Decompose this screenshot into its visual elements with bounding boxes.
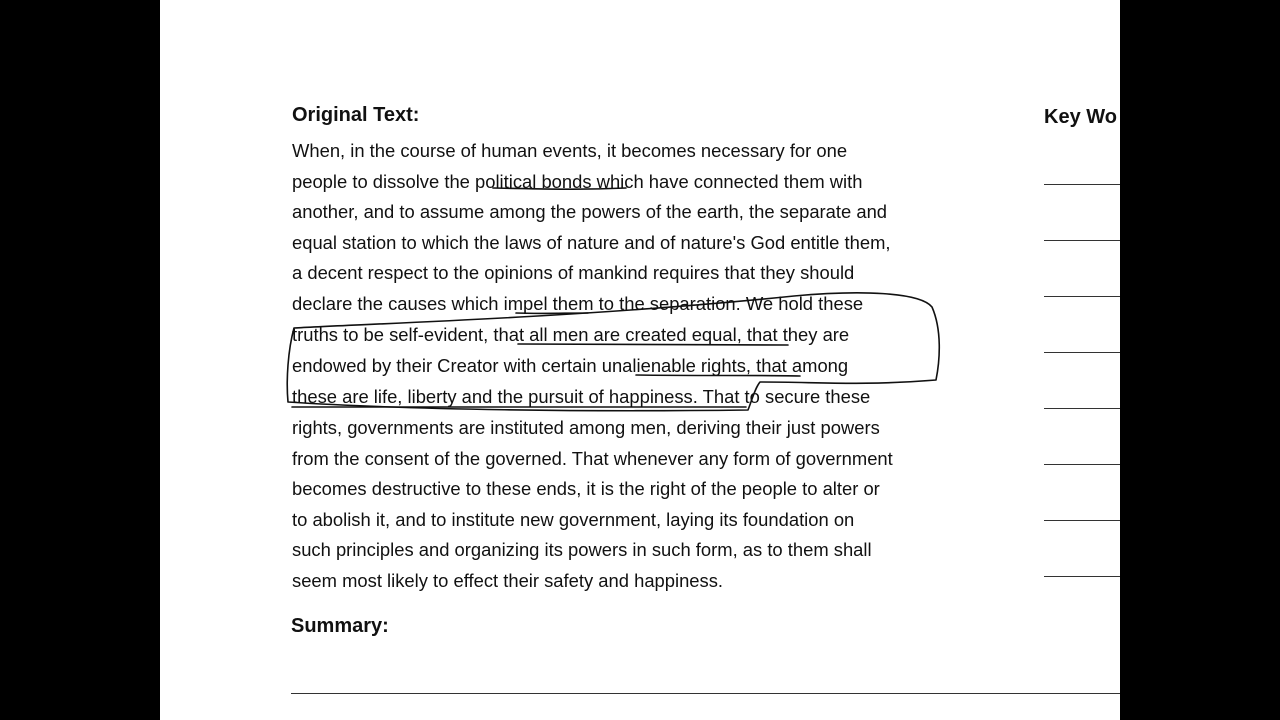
key-word-blank	[1044, 408, 1120, 409]
text-line: a decent respect to the opinions of mankind requires that they should	[292, 262, 855, 283]
key-word-blank	[1044, 576, 1120, 577]
key-word-blank	[1044, 464, 1120, 465]
text-line: seem most likely to effect their safety and happiness.	[292, 570, 724, 591]
summary-answer-line	[291, 693, 1120, 694]
key-words-heading: Key Wo	[1044, 106, 1117, 128]
summary-heading: Summary:	[291, 615, 389, 637]
key-word-blank	[1044, 352, 1120, 353]
text-line: truths to be self-evident, that all men are created equal, that they are	[292, 324, 850, 345]
key-word-blank	[1044, 240, 1120, 241]
text-line: these are life, liberty and the pursuit of happiness. That to secure these	[292, 386, 871, 407]
text-line: becomes destructive to these ends, it is the right of the people to alter or	[292, 478, 880, 499]
document-page	[160, 0, 1120, 720]
text-line: rights, governments are instituted among men, deriving their just powers	[292, 417, 880, 438]
text-line: such principles and organizing its powers in such form, as to them shall	[292, 539, 872, 560]
text-line: people to dissolve the political bonds which have connected them with	[292, 171, 863, 192]
key-word-blank	[1044, 520, 1120, 521]
text-line: declare the causes which impel them to the separation. We hold these	[292, 293, 864, 314]
text-line: equal station to which the laws of nature and of nature's God entitle them,	[292, 232, 891, 253]
key-word-blank	[1044, 184, 1120, 185]
text-line: endowed by their Creator with certain unalienable rights, that among	[292, 355, 849, 376]
key-word-blank	[1044, 296, 1120, 297]
original-text-heading: Original Text:	[292, 104, 420, 126]
text-line: another, and to assume among the powers of the earth, the separate and	[292, 201, 888, 222]
text-line: from the consent of the governed. That whenever any form of government	[292, 448, 893, 469]
text-line: to abolish it, and to institute new government, laying its foundation on	[292, 509, 855, 530]
text-line: When, in the course of human events, it becomes necessary for one	[292, 140, 848, 161]
